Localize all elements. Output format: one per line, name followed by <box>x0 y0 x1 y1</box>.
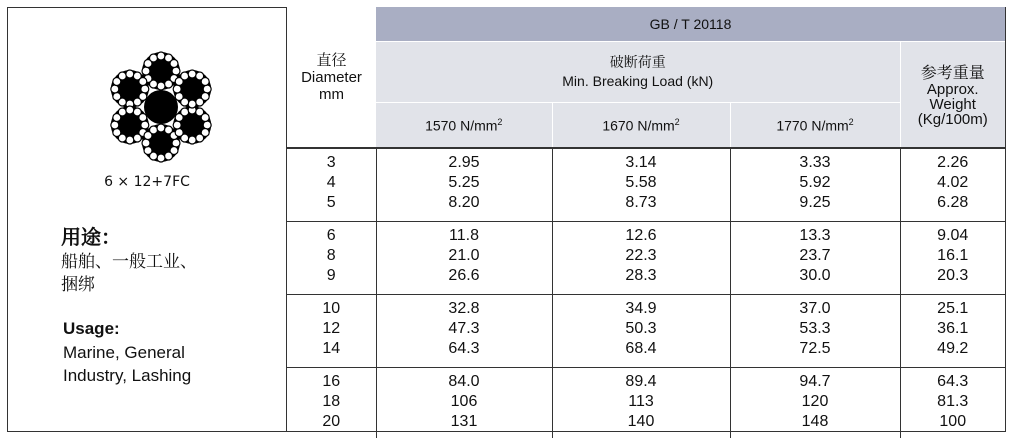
breaking-load-header <box>376 42 900 103</box>
weight-cell-value: 6.28 <box>937 194 969 211</box>
usage-cn-text <box>61 251 197 297</box>
weight-cell-value: 81.3 <box>937 393 969 410</box>
diameter-cell <box>287 148 376 222</box>
load-1770-cell-value: 37.0 <box>799 300 831 317</box>
diameter-header-unit: mm <box>319 85 344 103</box>
diameter-header <box>287 7 376 148</box>
diameter-cell-value: 6 <box>326 227 336 244</box>
table-row-group <box>287 222 1005 295</box>
load-1670-cell-value: 50.3 <box>625 320 657 337</box>
load-1770-cell-value: 148 <box>801 413 829 430</box>
load-1770-cell-value: 53.3 <box>799 320 831 337</box>
diameter-cell <box>287 368 376 439</box>
load-1670-cell-value: 34.9 <box>625 300 657 317</box>
load-1670-cell-value: 28.3 <box>625 267 657 284</box>
rope-cross-section-icon <box>105 51 217 163</box>
table-row-group <box>287 295 1005 368</box>
weight-header <box>900 42 1005 149</box>
load-1770-cell-value: 30.0 <box>799 267 831 284</box>
weight-header-unit: (Kg/100m) <box>917 110 988 128</box>
weight-header-cn: 参考重量 <box>920 62 985 82</box>
weight-cell-value: 4.02 <box>937 174 969 191</box>
load-1670-cell-value: 140 <box>627 413 655 430</box>
table-row-group <box>287 148 1005 222</box>
weight-header-en2: Weight <box>929 95 976 113</box>
usage-en-text <box>63 341 191 387</box>
diameter-cell-value: 5 <box>326 194 336 211</box>
weight-cell-value: 64.3 <box>937 373 969 390</box>
standard-header: GB / T 20118 <box>376 7 1005 42</box>
load-1570-cell-value: 21.0 <box>448 247 480 264</box>
load-1570-cell-value: 106 <box>450 393 478 410</box>
weight-cell-value: 2.26 <box>937 154 969 171</box>
load-1570-cell-value: 11.8 <box>449 227 479 244</box>
breaking-load-header-cn: 破断荷重 <box>609 55 666 71</box>
load-1770-cell-value: 94.7 <box>799 373 831 390</box>
load-1770-cell-value: 9.25 <box>799 194 831 211</box>
load-1770-cell <box>730 368 900 439</box>
weight-cell-value: 49.2 <box>937 340 969 357</box>
load-1570-cell-value: 5.25 <box>448 174 480 191</box>
grade-sup: 2 <box>674 116 680 127</box>
load-1570-cell-value: 26.6 <box>448 267 480 284</box>
construction-code: 6 × 12+7FC <box>104 174 190 190</box>
diameter-cell <box>287 222 376 295</box>
load-1570-cell-value: 32.8 <box>448 300 480 317</box>
load-1770-cell-value: 23.7 <box>799 247 831 264</box>
weight-cell <box>900 368 1005 439</box>
grade-1570-header <box>376 103 552 149</box>
load-1570-cell-value: 84.0 <box>448 373 480 390</box>
weight-cell-value: 16.1 <box>937 247 969 264</box>
load-1770-cell-value: 120 <box>801 393 829 410</box>
weight-cell-value: 20.3 <box>937 267 969 284</box>
grade-sup: 2 <box>497 116 503 127</box>
diameter-cell-value: 10 <box>322 300 341 317</box>
weight-cell <box>900 222 1005 295</box>
weight-header-en1: Approx. <box>926 80 979 98</box>
load-1670-cell-value: 12.6 <box>625 227 657 244</box>
load-1770-cell <box>730 222 900 295</box>
load-1670-cell-value: 22.3 <box>625 247 657 264</box>
diameter-cell-value: 8 <box>326 247 336 264</box>
load-1570-cell-value: 131 <box>450 413 478 430</box>
load-1770-cell-value: 5.92 <box>799 174 831 191</box>
load-1770-cell <box>730 295 900 368</box>
load-1570-cell-value: 47.3 <box>448 320 480 337</box>
load-1670-cell-value: 68.4 <box>625 340 657 357</box>
diameter-cell-value: 4 <box>326 174 336 191</box>
weight-cell-value: 36.1 <box>937 320 969 337</box>
diameter-cell-value: 16 <box>322 373 341 390</box>
load-1570-cell <box>376 368 552 439</box>
grade-1670-header <box>552 103 730 149</box>
usage-en-line: Industry, Lashing <box>63 366 192 385</box>
load-1570-cell-value: 64.3 <box>448 340 480 357</box>
diameter-cell-value: 9 <box>326 267 336 284</box>
diameter-cell-value: 3 <box>326 154 336 171</box>
usage-cn-line: 船舶、一般工业、 <box>61 252 197 272</box>
weight-cell-value: 9.04 <box>937 227 969 244</box>
grade-label: 1570 N/mm <box>425 117 498 134</box>
diameter-cell-value: 12 <box>322 320 341 337</box>
weight-cell <box>900 148 1005 222</box>
grade-sup: 2 <box>848 116 854 127</box>
grade-label: 1770 N/mm <box>776 117 849 134</box>
load-1570-cell-value: 8.20 <box>448 194 480 211</box>
usage-en-line: Marine, General <box>63 343 185 362</box>
weight-cell-value: 100 <box>939 413 967 430</box>
load-1570-cell <box>376 148 552 222</box>
diameter-header-cn: 直径 <box>316 50 347 69</box>
load-1670-cell <box>552 368 730 439</box>
product-panel <box>7 7 287 432</box>
grade-1770-header <box>730 103 900 149</box>
diameter-cell-value: 14 <box>322 340 341 357</box>
load-1670-cell-value: 5.58 <box>625 174 657 191</box>
load-1770-cell-value: 3.33 <box>799 154 831 171</box>
load-1770-cell-value: 72.5 <box>799 340 831 357</box>
diameter-header-en: Diameter <box>301 68 362 86</box>
load-1670-cell-value: 8.73 <box>625 194 657 211</box>
grade-label: 1670 N/mm <box>602 117 675 134</box>
breaking-load-table <box>287 7 1005 438</box>
breaking-load-header-en: Min. Breaking Load (kN) <box>562 73 714 89</box>
load-1570-cell <box>376 295 552 368</box>
load-1670-cell-value: 113 <box>628 393 654 410</box>
weight-cell-value: 25.1 <box>937 300 969 317</box>
load-1570-cell-value: 2.95 <box>448 154 480 171</box>
diameter-cell-value: 18 <box>322 393 341 410</box>
load-1670-cell-value: 3.14 <box>625 154 657 171</box>
usage-en-title: Usage: <box>63 319 120 338</box>
weight-cell <box>900 295 1005 368</box>
usage-cn-line: 捆绑 <box>61 275 95 295</box>
usage-cn-title: 用途： <box>61 225 121 249</box>
load-1670-cell <box>552 295 730 368</box>
diameter-cell-value: 20 <box>322 413 341 430</box>
table-row-group <box>287 368 1005 439</box>
diameter-cell <box>287 295 376 368</box>
load-1670-cell-value: 89.4 <box>625 373 657 390</box>
load-1570-cell <box>376 222 552 295</box>
load-1770-cell <box>730 148 900 222</box>
load-1770-cell-value: 13.3 <box>799 227 831 244</box>
load-1670-cell <box>552 148 730 222</box>
load-1670-cell <box>552 222 730 295</box>
